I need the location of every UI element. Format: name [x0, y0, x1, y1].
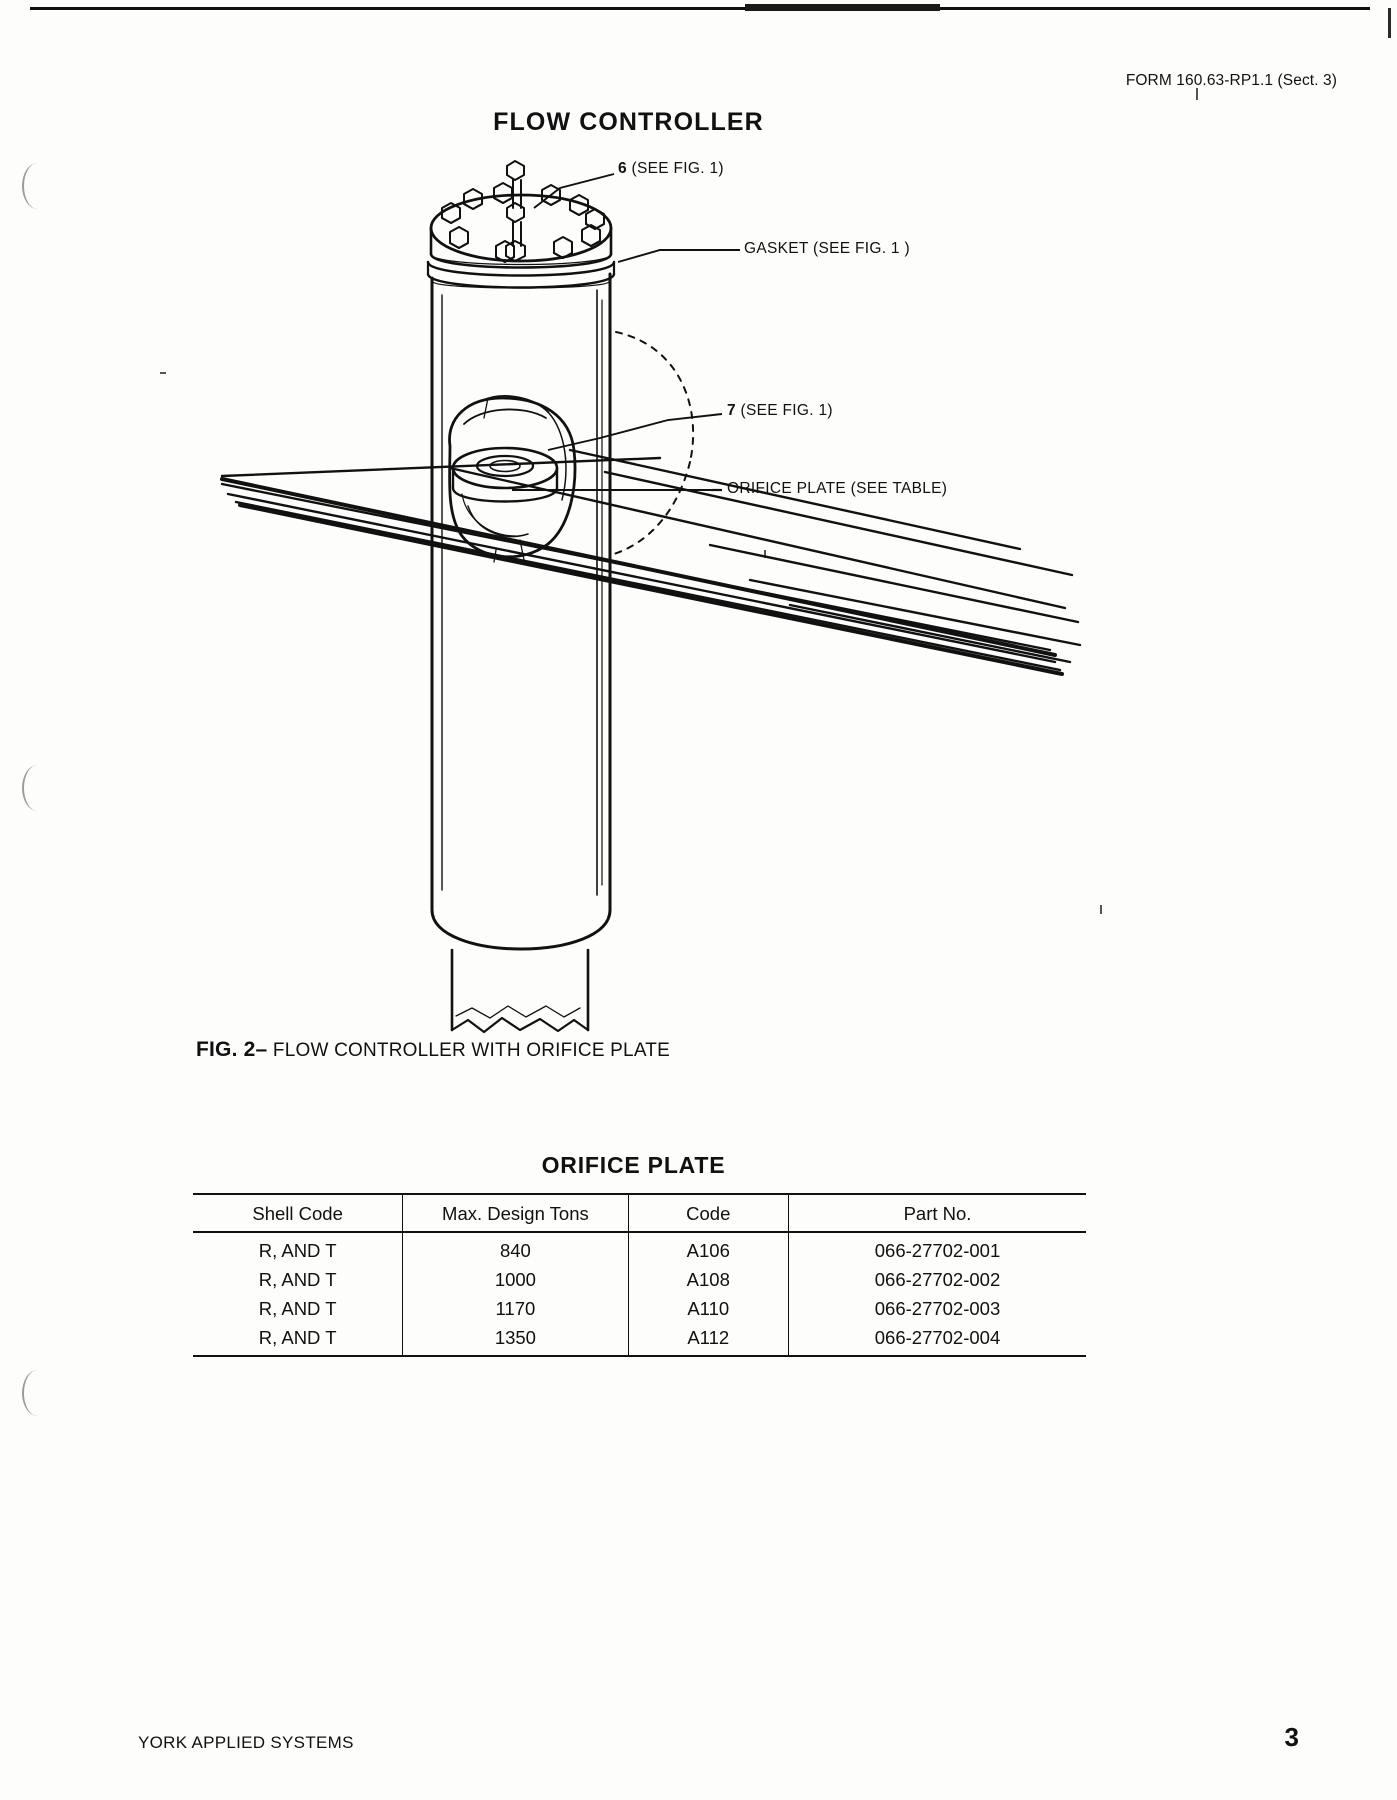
table-row	[193, 1232, 1086, 1265]
center-stud	[506, 161, 525, 261]
cell-part-no: 066-27702-001	[789, 1232, 1086, 1265]
cell-shell-code: R, AND T	[258, 1327, 337, 1348]
lower-stub-pipe	[452, 950, 588, 1032]
cell-shell-code: R, AND T	[258, 1240, 337, 1261]
cell-max-design-tons: 840	[403, 1232, 628, 1265]
orifice-plate-assembly	[450, 396, 575, 562]
binder-hole-mark	[22, 1370, 50, 1416]
page-number: 3	[1284, 1722, 1299, 1752]
table-header-row	[193, 1194, 1086, 1232]
cell-shell-code: R, AND T	[258, 1269, 337, 1290]
table-row	[193, 1265, 1086, 1294]
scan-edge-artifact-bar	[745, 4, 940, 11]
cell-part-no: 066-27702-002	[789, 1265, 1086, 1294]
cell-max-design-tons: 1350	[403, 1323, 628, 1356]
column-header-max-design-tons: Max. Design Tons	[403, 1194, 628, 1232]
cell-max-design-tons: 1000	[403, 1265, 628, 1294]
cell-shell-code: R, AND T	[258, 1298, 337, 1319]
callout-label-6	[618, 160, 724, 178]
page-title: FLOW CONTROLLER	[493, 108, 764, 136]
binder-hole-mark	[22, 765, 50, 811]
table-body	[193, 1232, 1086, 1356]
figure-number: FIG. 2–	[196, 1038, 268, 1061]
binder-hole-mark	[22, 163, 50, 209]
vessel-shell	[432, 274, 610, 949]
flow-controller-diagram	[150, 150, 1150, 1060]
callout-label-orifice-plate: ORIFICE PLATE (SEE TABLE)	[727, 480, 948, 497]
cell-code: A112	[628, 1323, 788, 1356]
column-header-shell-code: Shell Code	[252, 1203, 343, 1224]
cell-code: A110	[628, 1294, 788, 1323]
cell-code: A108	[628, 1265, 788, 1294]
table-title: ORIFICE PLATE	[541, 1152, 726, 1178]
table-header	[193, 1194, 1086, 1232]
form-code: FORM 160.63-RP1.1 (Sect. 3)	[1125, 72, 1337, 89]
orifice-plate-table	[193, 1193, 1086, 1357]
callout-6-number: 6	[618, 160, 627, 177]
scan-edge-artifact-top	[30, 7, 1370, 10]
callout-label-7	[727, 402, 833, 420]
table-row	[193, 1323, 1086, 1356]
cell-code: A106	[628, 1232, 788, 1265]
table-row	[193, 1294, 1086, 1323]
column-header-part-no: Part No.	[789, 1194, 1086, 1232]
callout-7-number: 7	[727, 402, 736, 419]
callout-6-text: (SEE FIG. 1)	[626, 160, 724, 177]
callout-7-text: (SEE FIG. 1)	[735, 402, 833, 419]
figure-caption	[196, 1038, 670, 1062]
footer-brand: YORK APPLIED SYSTEMS	[138, 1733, 354, 1752]
scan-edge-artifact-right	[1388, 8, 1391, 38]
cell-max-design-tons: 1170	[403, 1294, 628, 1323]
cell-part-no: 066-27702-003	[789, 1294, 1086, 1323]
cell-part-no: 066-27702-004	[789, 1323, 1086, 1356]
column-header-code: Code	[628, 1194, 788, 1232]
pipe-lines	[222, 450, 1080, 670]
figure-caption-text: FLOW CONTROLLER WITH ORIFICE PLATE	[272, 1040, 670, 1061]
callout-label-gasket: GASKET (SEE FIG. 1 )	[744, 240, 910, 257]
